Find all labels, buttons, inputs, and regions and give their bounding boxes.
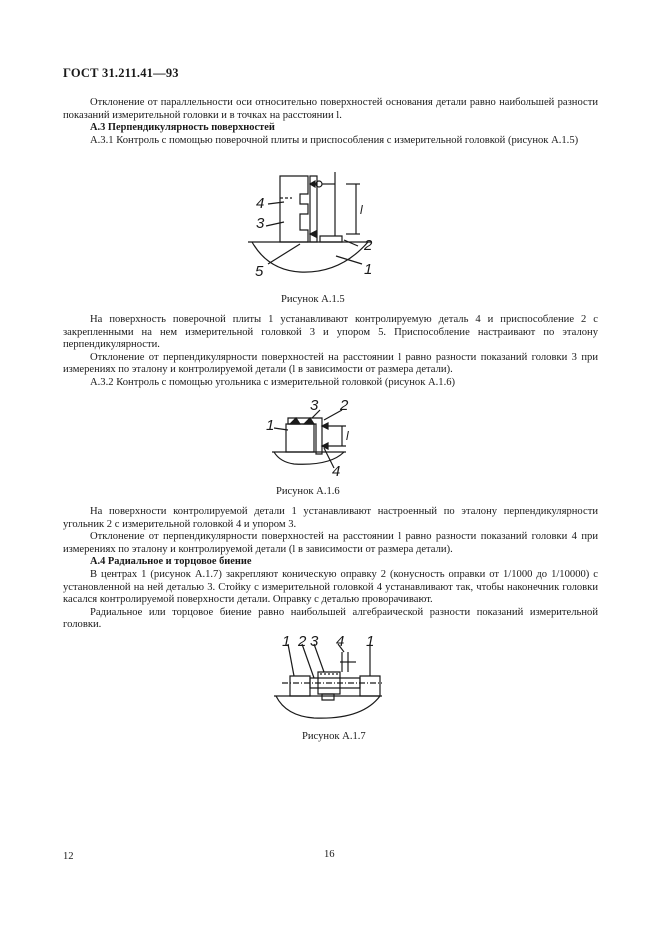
figure-a17-label-3: 3 [310,633,319,650]
figure-a17-drawing [270,632,388,722]
figure-a17-label-1-right: 1 [366,633,375,650]
paragraph-a32: А.3.2 Контроль с помощью угольника с измерительной головкой (рисунок А.1.6) [90,376,456,388]
text-section-3 [63,506,598,632]
heading-a4: А.4 Радиальное и торцовое биение [90,556,252,568]
figure-a16-label-4: 4 [332,463,341,480]
paragraph-perpendicularity-deviation-1: Отклонение от перпендикулярности поверхностей на расстоянии l равно разности показаний головки 3 при измерениях по эталону и контролируемой детали (l в зависимости от размера детали). [63,351,598,376]
paragraph-plate-setup: На поверхность поверочной плиты 1 устанавливают контролируемую деталь 4 и приспособление 2 с закрепленными на нем измерительной головкой 3 и упором 5. Приспособление настраивают по эталону перпендикулярности. [63,314,598,351]
heading-a3: А.3 Перпендикулярность поверхностей [90,122,275,134]
paragraph-parallelism: Отклонение от параллельности оси относительно поверхностей основания детали равно наибольшей разности показаний измерительной головки и в точках на расстоянии l. [63,97,598,121]
figure-a16-caption: Рисунок А.1.6 [276,486,340,497]
figure-a15-label-3: 3 [256,215,265,232]
paragraph-perpendicularity-deviation-2: Отклонение от перпендикулярности поверхностей на расстоянии l равно разности показаний головки 4 при измерениях по эталону и контролируемой детали (l в зависимости от размера детали). [63,531,598,555]
figure-a17-label-4: 4 [336,633,345,650]
text-section-1 [63,97,598,147]
page-number-left: 12 [63,851,74,862]
figure-a15-drawing [240,168,390,280]
figure-a15-label-2: 2 [364,237,373,254]
figure-a15-label-4: 4 [256,195,265,212]
figure-a15-label-1: 1 [364,261,373,278]
figure-a15-dimension-l: l [360,203,363,217]
figure-a17-label-1-left: 1 [282,633,291,650]
figure-a16-label-1: 1 [266,417,275,434]
figure-a16-dimension-l: l [346,429,349,443]
figure-a16-label-3: 3 [310,397,319,414]
paragraph-runout-definition: Радиальное или торцовое биение равно наибольшей алгебраической разности показаний измерительной головки. [63,606,598,631]
page-number-center: 16 [324,849,335,860]
paragraph-centers-setup: В центрах 1 (рисунок А.1.7) закрепляют коническую оправку 2 (конусность оправки от 1/1000 до 1/10000) с установленной на ней деталью 3. Стойку с измерительной головкой 4 устанавливают так, чтобы наконечник головки касался контролируемой поверхности детали. Оправку с деталью проворачивают. [63,568,598,606]
figure-a17-caption: Рисунок А.1.7 [302,731,366,742]
text-section-2 [63,314,598,390]
figure-a15-caption: Рисунок А.1.5 [281,294,345,305]
figure-a16-label-2: 2 [340,397,349,414]
paragraph-a31: А.3.1 Контроль с помощью поверочной плиты и приспособления с измерительной головкой (рисунок А.1.5) [90,134,579,146]
figure-a16-drawing [260,396,370,478]
document-header: ГОСТ 31.211.41—93 [63,66,179,80]
paragraph-square-setup: На поверхности контролируемой детали 1 устанавливают настроенный по эталону перпендикулярности угольник 2 с измерительной головкой 4 и упором 3. [63,506,598,530]
figure-a15-label-5: 5 [255,263,264,280]
figure-a17-label-2: 2 [298,633,307,650]
